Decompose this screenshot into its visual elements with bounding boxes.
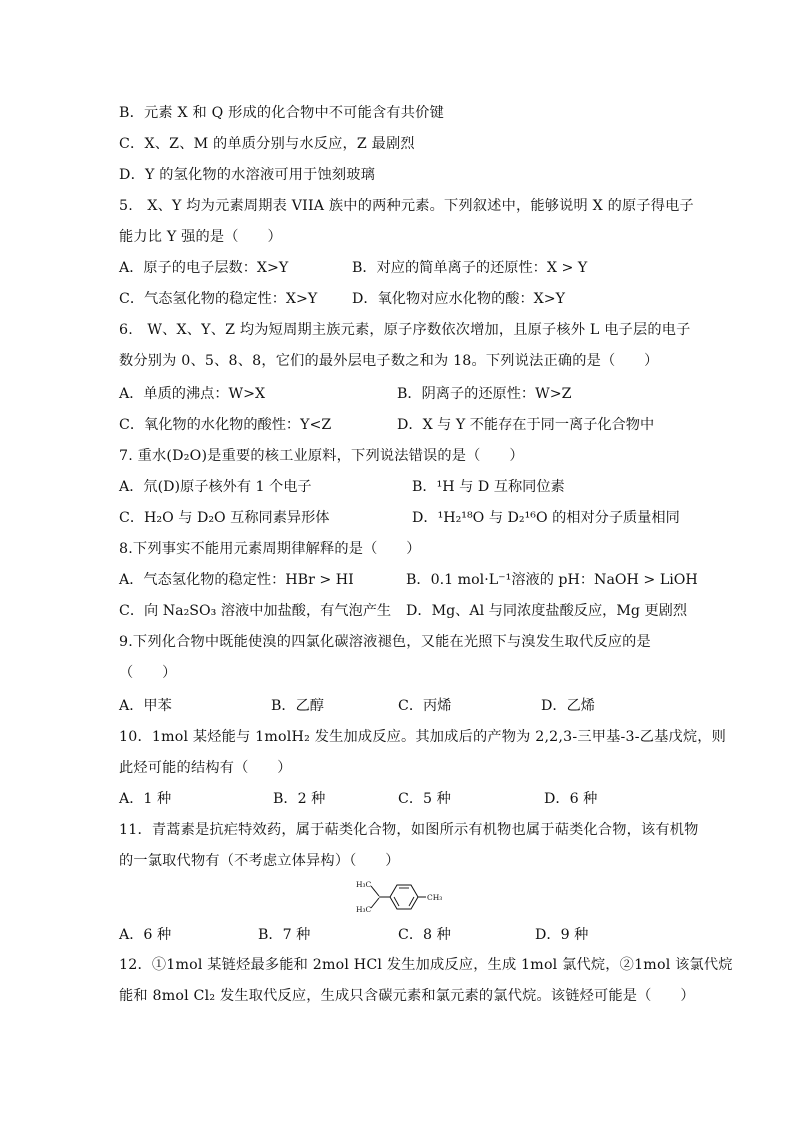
q7-option-d: D．¹H₂¹⁸O 与 D₂¹⁶O 的相对分子质量相同 xyxy=(412,510,680,526)
q10-option-c: C．5 种 xyxy=(398,791,451,807)
q6-stem-line-1: 6. W、X、Y、Z 均为短周期主族元素，原子序数依次增加，且原子核外 L 电子层的电子 xyxy=(119,322,691,338)
q10-option-a: A．1 种 xyxy=(119,791,172,807)
q4-option-b: B．元素 X 和 Q 形成的化合物中不可能含有共价键 xyxy=(119,105,444,121)
q10-stem-line-1: 10．1mol 某烃能与 1molH₂ 发生加成反应。其加成后的产物为 2,2,3-三甲基-3-乙基戊烷，则 xyxy=(119,729,727,745)
q10-stem-line-2: 此烃可能的结构有（ ） xyxy=(119,760,292,776)
q8-option-c: C．向 Na₂SO₃ 溶液中加盐酸，有气泡产生 xyxy=(119,603,392,619)
q4-option-c: C．X、Z、M 的单质分别与水反应，Z 最剧烈 xyxy=(119,136,415,152)
q9-option-a: A．甲苯 xyxy=(119,698,172,714)
q4-option-d: D．Y 的氢化物的水溶液可用于蚀刻玻璃 xyxy=(119,167,376,183)
q12-stem-line-2: 能和 8mol Cl₂ 发生取代反应，生成只含碳元素和氯元素的氯代烷。该链烃可能是（ ） xyxy=(119,988,695,1004)
q11-option-c: C．8 种 xyxy=(398,927,451,943)
q11-stem-line-2: 的一氯取代物有（不考虑立体异构）（ ） xyxy=(119,853,400,869)
bond-lower-methyl xyxy=(371,898,379,908)
q8-option-b: B．0.1 mol·L⁻¹溶液的 pH：NaOH > LiOH xyxy=(406,572,698,588)
q7-option-a: A．氘(D)原子核外有 1 个电子 xyxy=(119,479,312,495)
q5-option-c: C．气态氢化物的稳定性：X>Y xyxy=(119,291,318,307)
q5-option-d: D．氧化物对应水化物的酸：X>Y xyxy=(352,291,565,307)
q9-option-b: B．乙醇 xyxy=(271,698,324,714)
q10-option-d: D．6 种 xyxy=(544,791,598,807)
q7-option-b: B．¹H 与 D 互称同位素 xyxy=(412,479,565,495)
q8-stem: 8.下列事实不能用元素周期律解释的是（ ） xyxy=(119,541,421,557)
q9-option-c: C．丙烯 xyxy=(398,698,452,714)
q5-option-b: B．对应的简单离子的还原性：X > Y xyxy=(352,260,588,276)
q11-option-d: D．9 种 xyxy=(535,927,589,943)
q12-stem-line-1: 12．①1mol 某链烃最多能和 2mol HCl 发生加成反应，生成 1mol 氯代烷，②1mol 该氯代烷 xyxy=(119,957,733,973)
q11-option-b: B．7 种 xyxy=(258,927,311,943)
q7-option-c: C．H₂O 与 D₂O 互称同素异形体 xyxy=(119,510,330,526)
q5-stem-line-1: 5. X、Y 均为元素周期表 VIIA 族中的两种元素。下列叙述中，能够说明 X 的原子得电子 xyxy=(119,198,694,214)
p-cymene-structure-figure xyxy=(350,875,445,919)
q9-stem-line-1: 9.下列化合物中既能使溴的四氯化碳溶液褪色，又能在光照下与溴发生取代反应的是 xyxy=(119,634,651,650)
q5-stem-line-2: 能力比 Y 强的是（ ） xyxy=(119,229,282,245)
q8-option-d: D．Mg、Al 与同浓度盐酸反应，Mg 更剧烈 xyxy=(406,603,688,619)
bond-upper-methyl xyxy=(371,886,379,896)
q6-stem-line-2: 数分别为 0、5、8、8，它们的最外层电子数之和为 18。下列说法正确的是（ ） xyxy=(119,353,659,369)
methyl-label-top: H₃C xyxy=(356,880,372,889)
methyl-label-right: CH₃ xyxy=(427,893,443,902)
methyl-label-bottom: H₃C xyxy=(356,905,372,914)
q6-option-b: B．阴离子的还原性：W>Z xyxy=(397,386,572,402)
q7-stem: 7. 重水(D₂O)是重要的核工业原料，下列说法错误的是（ ） xyxy=(119,448,524,464)
q10-option-b: B．2 种 xyxy=(273,791,326,807)
q6-option-c: C．氧化物的水化物的酸性：Y<Z xyxy=(119,417,332,433)
q11-stem-line-1: 11．青蒿素是抗疟特效药，属于萜类化合物，如图所示有机物也属于萜类化合物，该有机物 xyxy=(119,822,699,838)
q9-option-d: D．乙烯 xyxy=(541,698,595,714)
q11-option-a: A．6 种 xyxy=(119,927,172,943)
q6-option-a: A．单质的沸点：W>X xyxy=(119,386,266,402)
q8-option-a: A．气态氢化物的稳定性：HBr > HI xyxy=(119,572,354,588)
q9-stem-line-2: （ ） xyxy=(119,665,177,681)
q6-option-d: D．X 与 Y 不能存在于同一离子化合物中 xyxy=(397,417,655,433)
q5-option-a: A．原子的电子层数：X>Y xyxy=(119,260,289,276)
